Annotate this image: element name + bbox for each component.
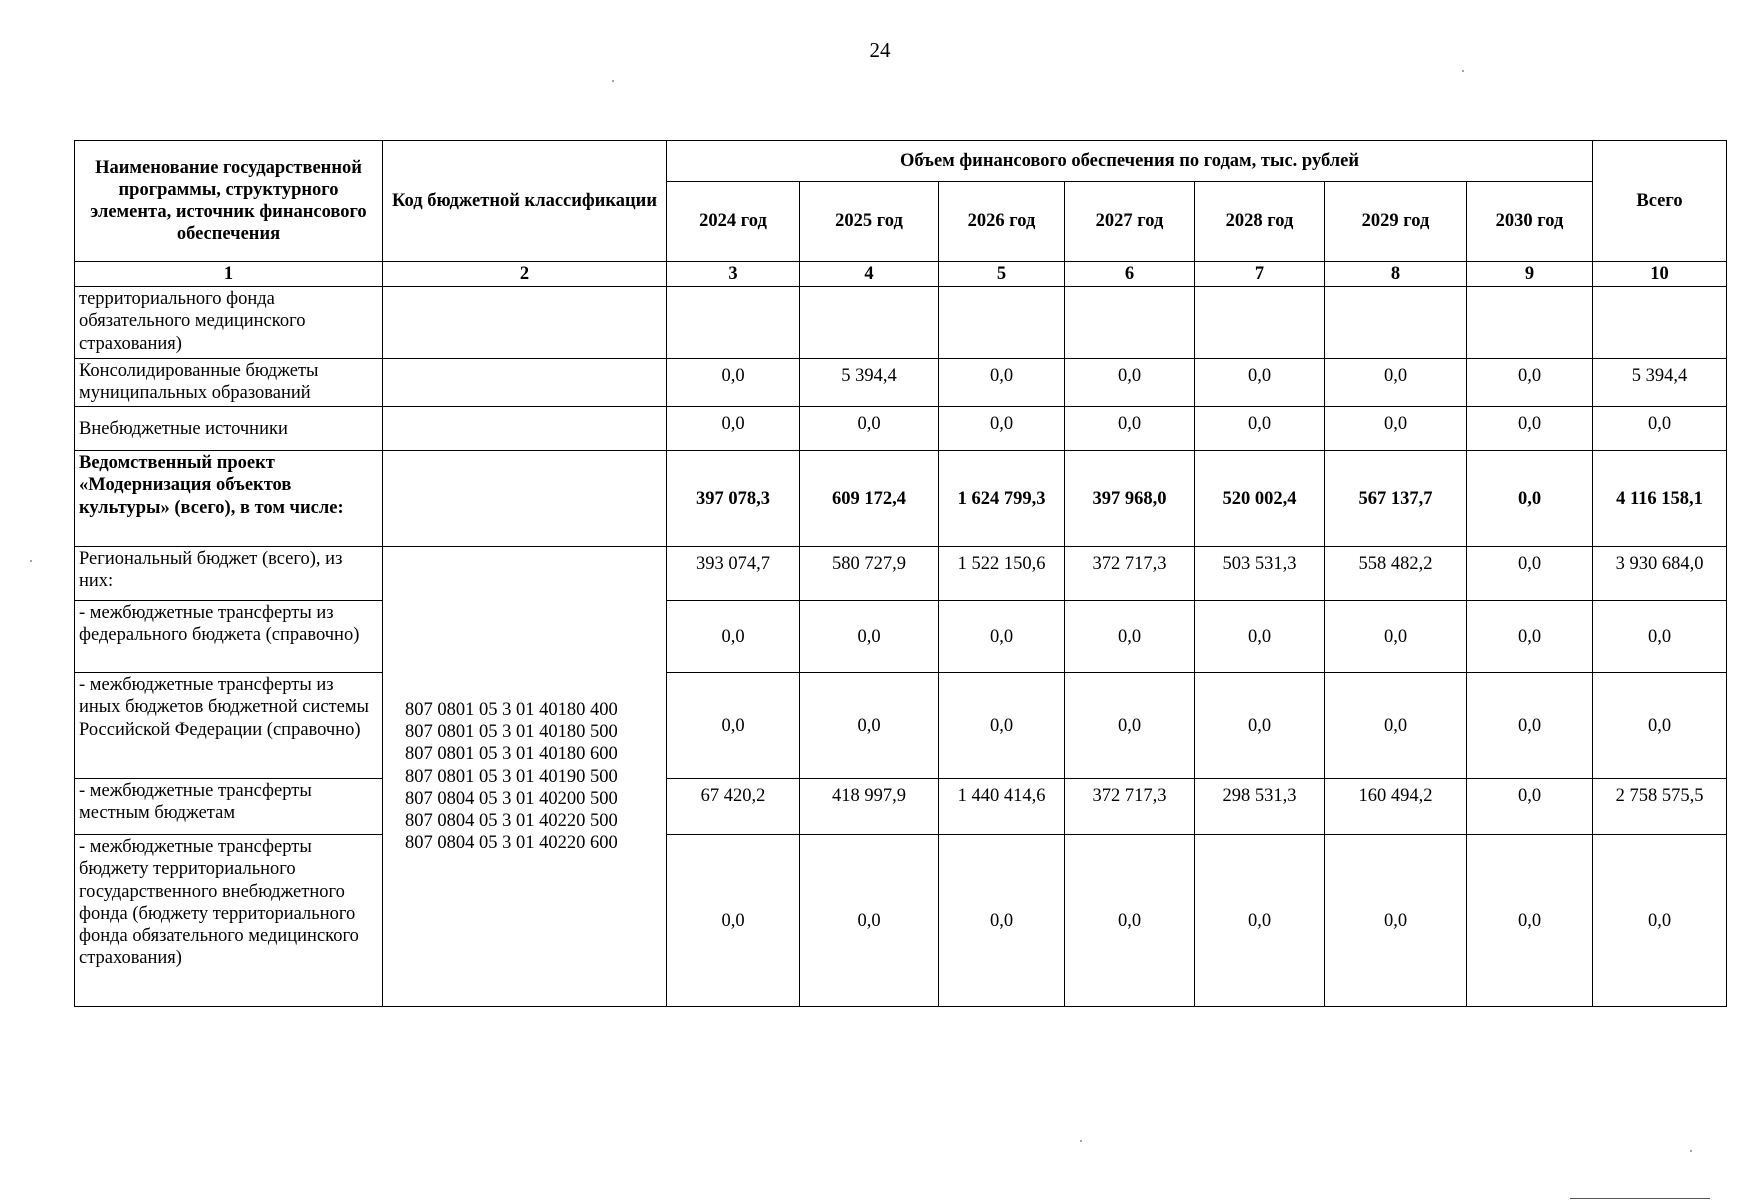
cell-value: 0,0: [1467, 547, 1593, 601]
cell-value: 0,0: [1467, 407, 1593, 451]
budget-code: 807 0804 05 3 01 40200 500: [405, 788, 618, 809]
cell-total: 2 758 575,5: [1593, 779, 1727, 835]
cell-value: 0,0: [939, 359, 1065, 407]
table-header: [75, 141, 1727, 287]
row-code: [383, 359, 667, 407]
cell-value: 0,0: [1467, 359, 1593, 407]
budget-code: 807 0801 05 3 01 40180 600: [405, 744, 618, 765]
header-year: 2027 год: [1065, 182, 1195, 262]
cell-value: 0,0: [1195, 673, 1325, 779]
cell-value: 609 172,4: [800, 451, 939, 547]
cell-value: 580 727,9: [800, 547, 939, 601]
cell-value: 0,0: [667, 359, 800, 407]
table-row: [75, 601, 1727, 673]
cell-total: 3 930 684,0: [1593, 547, 1727, 601]
cell-value: 0,0: [1195, 835, 1325, 1007]
table-row: [75, 673, 1727, 779]
cell-value: 0,0: [1195, 407, 1325, 451]
row-code: [383, 451, 667, 547]
cell-value: 0,0: [1195, 601, 1325, 673]
header-year: 2026 год: [939, 182, 1065, 262]
scan-speck: [1080, 1140, 1082, 1142]
table-row: [75, 779, 1727, 835]
cell-value: 0,0: [800, 835, 939, 1007]
cell-value: 67 420,2: [667, 779, 800, 835]
row-name: - межбюджетные трансферты из иных бюджетов бюджетной системы Российской Федерации (справочно): [75, 673, 383, 779]
cell-value: 558 482,2: [1325, 547, 1467, 601]
cell-value: 1 440 414,6: [939, 779, 1065, 835]
column-index: 10: [1593, 262, 1727, 287]
header-year: 2024 год: [667, 182, 800, 262]
row-name: - межбюджетные трансферты бюджету территориального государственного внебюджетного фонда (бюджету территориального фонда обязательного медицинского страхования): [75, 835, 383, 1007]
cell-value: 1 624 799,3: [939, 451, 1065, 547]
cell-value: 0,0: [1065, 673, 1195, 779]
cell-value: 5 394,4: [800, 359, 939, 407]
cell-value: 0,0: [939, 601, 1065, 673]
column-index: 6: [1065, 262, 1195, 287]
budget-code: 807 0804 05 3 01 40220 500: [405, 810, 618, 831]
cell-value: 567 137,7: [1325, 451, 1467, 547]
cell-value: 0,0: [1467, 673, 1593, 779]
cell-value: 298 531,3: [1195, 779, 1325, 835]
cell-total: 0,0: [1593, 835, 1727, 1007]
scan-speck: [1462, 70, 1464, 72]
cell-value: 0,0: [1325, 835, 1467, 1007]
cell-value: 0,0: [667, 601, 800, 673]
cell-value: 503 531,3: [1195, 547, 1325, 601]
row-code: [383, 407, 667, 451]
column-index: 5: [939, 262, 1065, 287]
cell-value: 0,0: [667, 835, 800, 1007]
column-index: 1: [75, 262, 383, 287]
cell-value: 0,0: [1325, 601, 1467, 673]
row-name: Консолидированные бюджеты муниципальных образований: [75, 359, 383, 407]
row-name: Региональный бюджет (всего), из них:: [75, 547, 383, 601]
cell-total: 0,0: [1593, 673, 1727, 779]
table-row-project: [75, 451, 1727, 547]
cell-value: 0,0: [1325, 673, 1467, 779]
cell-value: 0,0: [1467, 779, 1593, 835]
cell-value: 0,0: [800, 601, 939, 673]
table-row: [75, 835, 1727, 1007]
page-number: 24: [869, 38, 891, 62]
header-code: Код бюджетной классификации: [383, 141, 667, 262]
cell-value: 0,0: [1065, 601, 1195, 673]
row-name: территориального фонда обязательного медицинского страхования): [75, 287, 383, 359]
cell-value: 372 717,3: [1065, 547, 1195, 601]
row-code-list: [383, 547, 667, 1007]
table-row: [75, 359, 1727, 407]
column-index: 2: [383, 262, 667, 287]
table-row: [75, 407, 1727, 451]
cell-value: 0,0: [1065, 359, 1195, 407]
cell-value: 0,0: [1325, 407, 1467, 451]
header-year: 2030 год: [1467, 182, 1593, 262]
cell-value: 0,0: [939, 407, 1065, 451]
table-row: [75, 547, 1727, 601]
row-name: - межбюджетные трансферты из федерального бюджета (справочно): [75, 601, 383, 673]
header-year: 2028 год: [1195, 182, 1325, 262]
cell-value: 397 968,0: [1065, 451, 1195, 547]
cell-value: 0,0: [939, 835, 1065, 1007]
cell-value: 160 494,2: [1325, 779, 1467, 835]
row-name: - межбюджетные трансферты местным бюджетам: [75, 779, 383, 835]
cell-value: 0,0: [1467, 601, 1593, 673]
row-name: Ведомственный проект «Модернизация объектов культуры» (всего), в том числе:: [75, 451, 383, 547]
budget-code: 807 0804 05 3 01 40220 600: [405, 833, 618, 854]
row-code: [383, 287, 667, 359]
column-index-row: [75, 262, 1727, 287]
budget-code: 807 0801 05 3 01 40190 500: [405, 766, 618, 787]
cell-value: 0,0: [1325, 359, 1467, 407]
column-index: 8: [1325, 262, 1467, 287]
cell-value: 397 078,3: [667, 451, 800, 547]
cell-value: 0,0: [667, 407, 800, 451]
table-body: [75, 287, 1727, 1007]
scan-speck: [1690, 1150, 1692, 1152]
financing-table: [74, 140, 1727, 1007]
header-years-group: Объем финансового обеспечения по годам, тыс. рублей: [667, 141, 1593, 182]
cell-value: 0,0: [939, 673, 1065, 779]
row-name: Внебюджетные источники: [75, 407, 383, 451]
cell-value: 393 074,7: [667, 547, 800, 601]
cell-total: 4 116 158,1: [1593, 451, 1727, 547]
cell-total: 0,0: [1593, 407, 1727, 451]
cell-value: 0,0: [800, 407, 939, 451]
scan-speck: [30, 560, 32, 562]
budget-code: 807 0801 05 3 01 40180 500: [405, 722, 618, 743]
header-year: 2025 год: [800, 182, 939, 262]
cell-value: 0,0: [1467, 835, 1593, 1007]
header-year: 2029 год: [1325, 182, 1467, 262]
scan-speck: [612, 80, 614, 82]
table-row: [75, 287, 1727, 359]
header-total: Всего: [1593, 141, 1727, 262]
cell-value: 1 522 150,6: [939, 547, 1065, 601]
cell-total: 0,0: [1593, 601, 1727, 673]
cell-value: 372 717,3: [1065, 779, 1195, 835]
scan-edge-line: [1570, 1198, 1710, 1199]
column-index: 4: [800, 262, 939, 287]
cell-value: 0,0: [1065, 407, 1195, 451]
cell-total: 5 394,4: [1593, 359, 1727, 407]
cell-value: 0,0: [1195, 359, 1325, 407]
cell-value: 0,0: [667, 673, 800, 779]
header-name: Наименование государственной программы, структурного элемента, источник финансового обеспечения: [75, 141, 383, 262]
cell-value: 0,0: [1467, 451, 1593, 547]
cell-value: 0,0: [800, 673, 939, 779]
column-index: 7: [1195, 262, 1325, 287]
cell-value: 0,0: [1065, 835, 1195, 1007]
cell-value: 520 002,4: [1195, 451, 1325, 547]
budget-code: 807 0801 05 3 01 40180 400: [405, 700, 618, 721]
column-index: 9: [1467, 262, 1593, 287]
cell-value: 418 997,9: [800, 779, 939, 835]
column-index: 3: [667, 262, 800, 287]
